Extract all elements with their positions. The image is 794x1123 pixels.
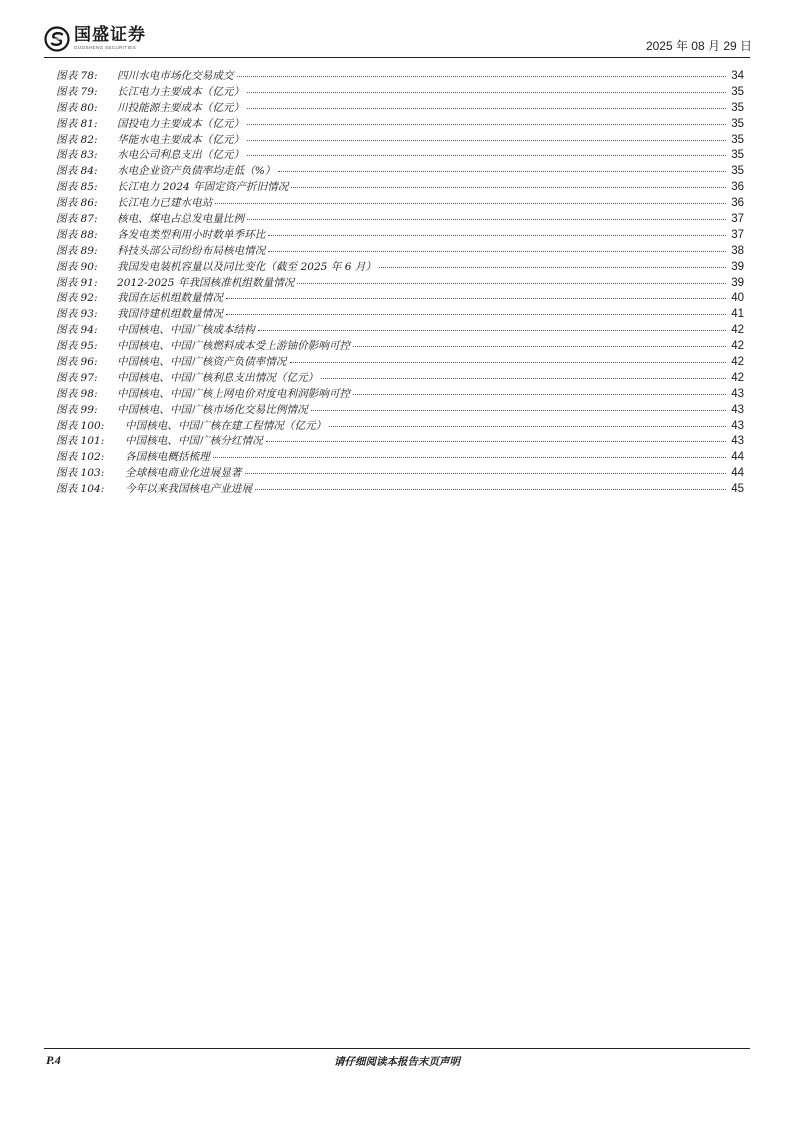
toc-entry[interactable] (56, 465, 744, 481)
toc-entry-title[interactable]: 中国核电、中国广核资产负债率情况 (117, 356, 287, 369)
toc-entry[interactable] (56, 418, 744, 434)
toc-dot-leader (226, 298, 726, 299)
toc-entry[interactable] (56, 195, 744, 211)
toc-dot-leader (258, 330, 726, 331)
company-name-en: GUOSHENG SECURITIES (74, 45, 137, 51)
toc-entry-title[interactable]: 中国核电、中国广核成本结构 (117, 324, 255, 337)
toc-dot-leader (215, 203, 726, 204)
toc-entry-page[interactable]: 35 (731, 165, 744, 178)
toc-entry-title[interactable]: 长江电力主要成本（亿元） (117, 85, 245, 98)
toc-entry-page[interactable]: 45 (731, 483, 744, 496)
toc-entry-label: 图表 81: (56, 117, 98, 130)
toc-entry[interactable] (56, 449, 744, 465)
toc-entry[interactable] (56, 481, 744, 497)
toc-entry[interactable] (56, 211, 744, 227)
toc-entry-title[interactable]: 华能水电主要成本（亿元） (117, 133, 245, 146)
toc-entry[interactable] (56, 386, 744, 402)
toc-entry-title[interactable]: 全球核电商业化进展显著 (125, 467, 242, 480)
figure-index (56, 68, 744, 497)
toc-entry-label: 图表 98: (56, 387, 98, 400)
toc-entry-title[interactable]: 中国核电、中国广核燃料成本受上游铀价影响可控 (117, 340, 351, 353)
toc-entry-title[interactable]: 中国核电、中国广核市场化交易比例情况 (117, 403, 308, 416)
disclaimer-note: 请仔细阅读本报告末页声明 (334, 1056, 460, 1068)
toc-entry-page[interactable]: 35 (731, 149, 744, 162)
toc-entry-page[interactable]: 35 (731, 133, 744, 146)
toc-entry-page[interactable]: 35 (731, 85, 744, 98)
toc-entry-label: 图表 82: (56, 133, 98, 146)
toc-entry[interactable] (56, 354, 744, 370)
page-header (44, 24, 750, 54)
toc-entry[interactable] (56, 163, 744, 179)
toc-entry-label: 图表 91: (56, 276, 98, 289)
toc-entry-label: 图表 96: (56, 356, 98, 369)
toc-dot-leader (245, 473, 726, 474)
header-divider (44, 57, 750, 58)
toc-entry-title[interactable]: 各发电类型利用小时数单季环比 (117, 228, 266, 241)
toc-dot-leader (278, 171, 726, 172)
toc-entry-page[interactable]: 43 (731, 435, 744, 448)
toc-entry-title[interactable]: 中国核电、中国广核上网电价对度电利润影响可控 (117, 387, 351, 400)
toc-entry[interactable] (56, 132, 744, 148)
toc-dot-leader (379, 267, 726, 268)
toc-entry-label: 图表 88: (56, 228, 98, 241)
toc-entry-label: 图表 84: (56, 165, 98, 178)
toc-entry-page[interactable]: 40 (731, 292, 744, 305)
company-name: 国盛证券 (74, 25, 146, 46)
toc-dot-leader (247, 155, 726, 156)
toc-entry-label: 图表 104: (56, 483, 105, 496)
toc-entry-label: 图表 90: (56, 260, 98, 273)
toc-entry[interactable] (56, 259, 744, 275)
toc-entry-label: 图表 99: (56, 403, 98, 416)
toc-dot-leader (247, 124, 726, 125)
toc-dot-leader (213, 457, 726, 458)
toc-entry-title[interactable]: 长江电力已建水电站 (117, 197, 213, 210)
toc-dot-leader (255, 489, 726, 490)
toc-entry-label: 图表 103: (56, 467, 105, 480)
toc-dot-leader (247, 108, 726, 109)
company-logo (44, 24, 146, 54)
toc-dot-leader (290, 362, 727, 363)
toc-entry[interactable] (56, 179, 744, 195)
toc-entry-page[interactable]: 44 (731, 467, 744, 480)
toc-entry[interactable] (56, 227, 744, 243)
toc-entry-label: 图表 92: (56, 292, 98, 305)
toc-entry-page[interactable]: 34 (731, 70, 744, 82)
toc-entry-title[interactable]: 水电公司利息支出（亿元） (117, 149, 245, 162)
toc-entry-page[interactable]: 42 (731, 324, 744, 337)
toc-entry-label: 图表 83: (56, 149, 98, 162)
toc-entry-title[interactable]: 我国在运机组数量情况 (117, 292, 223, 305)
toc-entry-title[interactable]: 2012-2025 年我国核准机组数量情况 (117, 276, 295, 289)
toc-dot-leader (247, 140, 726, 141)
toc-entry-label: 图表 85: (56, 181, 98, 194)
toc-entry[interactable] (56, 402, 744, 418)
toc-dot-leader (311, 410, 726, 411)
toc-entry[interactable] (56, 306, 744, 322)
toc-entry[interactable] (56, 116, 744, 132)
toc-entry-label: 图表 94: (56, 324, 98, 337)
toc-entry-page[interactable]: 35 (731, 117, 744, 130)
toc-dot-leader (268, 251, 726, 252)
toc-dot-leader (266, 441, 726, 442)
toc-entry-page[interactable]: 42 (731, 340, 744, 353)
toc-entry[interactable] (56, 322, 744, 338)
toc-entry-page[interactable]: 37 (731, 228, 744, 241)
toc-dot-leader (237, 76, 726, 77)
toc-entry-title[interactable]: 水电企业资产负债率均走低（%） (117, 165, 276, 178)
toc-entry-page[interactable]: 39 (731, 276, 744, 289)
toc-entry[interactable] (56, 338, 744, 354)
toc-entry-page[interactable]: 43 (731, 403, 744, 416)
toc-dot-leader (329, 426, 726, 427)
toc-entry-label: 图表 93: (56, 308, 98, 321)
toc-entry-page[interactable]: 43 (731, 387, 744, 400)
toc-dot-leader (321, 378, 726, 379)
toc-entry[interactable] (56, 370, 744, 386)
toc-entry-page[interactable]: 38 (731, 244, 744, 257)
toc-entry-title[interactable]: 今年以来我国核电产业进展 (125, 483, 253, 496)
toc-entry[interactable] (56, 290, 744, 306)
toc-entry-label: 图表 87: (56, 213, 98, 226)
toc-entry-label: 图表 79: (56, 85, 98, 98)
toc-entry-label: 图表 101: (56, 435, 105, 448)
toc-entry[interactable] (56, 147, 744, 163)
toc-entry-title[interactable]: 我国待建机组数量情况 (117, 308, 223, 321)
toc-entry[interactable] (56, 275, 744, 291)
toc-entry-page[interactable]: 44 (731, 451, 744, 464)
toc-dot-leader (353, 346, 726, 347)
toc-entry-label: 图表 78: (56, 70, 98, 82)
toc-dot-leader (247, 92, 726, 93)
toc-dot-leader (268, 235, 726, 236)
toc-entry[interactable] (56, 68, 744, 84)
toc-entry-page[interactable]: 36 (731, 197, 744, 210)
toc-entry-page[interactable]: 41 (731, 308, 744, 321)
toc-entry-page[interactable]: 35 (731, 101, 744, 114)
toc-dot-leader (291, 187, 726, 188)
toc-entry[interactable] (56, 243, 744, 259)
toc-entry-title[interactable]: 各国核电概括梳理 (125, 451, 210, 464)
toc-entry-title[interactable]: 中国核电、中国广核分红情况 (125, 435, 263, 448)
toc-entry-page[interactable]: 42 (731, 371, 744, 384)
toc-entry-label: 图表 102: (56, 451, 105, 464)
toc-dot-leader (297, 283, 726, 284)
toc-entry-title[interactable]: 国投电力主要成本（亿元） (117, 117, 245, 130)
toc-entry-title[interactable]: 中国核电、中国广核在建工程情况（亿元） (125, 419, 327, 432)
toc-entry[interactable] (56, 100, 744, 116)
toc-entry-label: 图表 100: (56, 419, 105, 432)
toc-entry-label: 图表 80: (56, 101, 98, 114)
toc-dot-leader (247, 219, 726, 220)
toc-entry-title[interactable]: 我国发电装机容量以及同比变化（截至 2025 年 6 月） (117, 260, 377, 273)
toc-entry-page[interactable]: 36 (731, 181, 744, 194)
toc-entry-page[interactable]: 43 (731, 419, 744, 432)
toc-entry-title[interactable]: 长江电力 2024 年固定资产折旧情况 (117, 181, 289, 194)
toc-entry-title[interactable]: 四川水电市场化交易成交 (117, 70, 234, 82)
toc-entry-page[interactable]: 39 (731, 260, 744, 273)
toc-entry-label: 图表 97: (56, 371, 98, 384)
report-date: 2025 年 08 月 29 日 (645, 39, 752, 53)
toc-dot-leader (353, 394, 726, 395)
toc-entry[interactable] (56, 84, 744, 100)
toc-entry-label: 图表 89: (56, 244, 98, 257)
toc-entry-title[interactable]: 核电、煤电占总发电量比例 (117, 213, 245, 226)
toc-dot-leader (226, 314, 726, 315)
footer-divider (44, 1048, 750, 1049)
toc-entry-title[interactable]: 川投能源主要成本（亿元） (117, 101, 245, 114)
guosheng-logo-icon (44, 26, 70, 52)
toc-entry-page[interactable]: 42 (731, 356, 744, 369)
toc-entry-page[interactable]: 37 (731, 213, 744, 226)
toc-entry-title[interactable]: 中国核电、中国广核利息支出情况（亿元） (117, 371, 319, 384)
page-number: P.4 (46, 1053, 61, 1067)
toc-entry-title[interactable]: 科技头部公司纷纷布局核电情况 (117, 244, 266, 257)
toc-entry[interactable] (56, 433, 744, 449)
toc-entry-label: 图表 86: (56, 197, 98, 210)
toc-entry-label: 图表 95: (56, 340, 98, 353)
